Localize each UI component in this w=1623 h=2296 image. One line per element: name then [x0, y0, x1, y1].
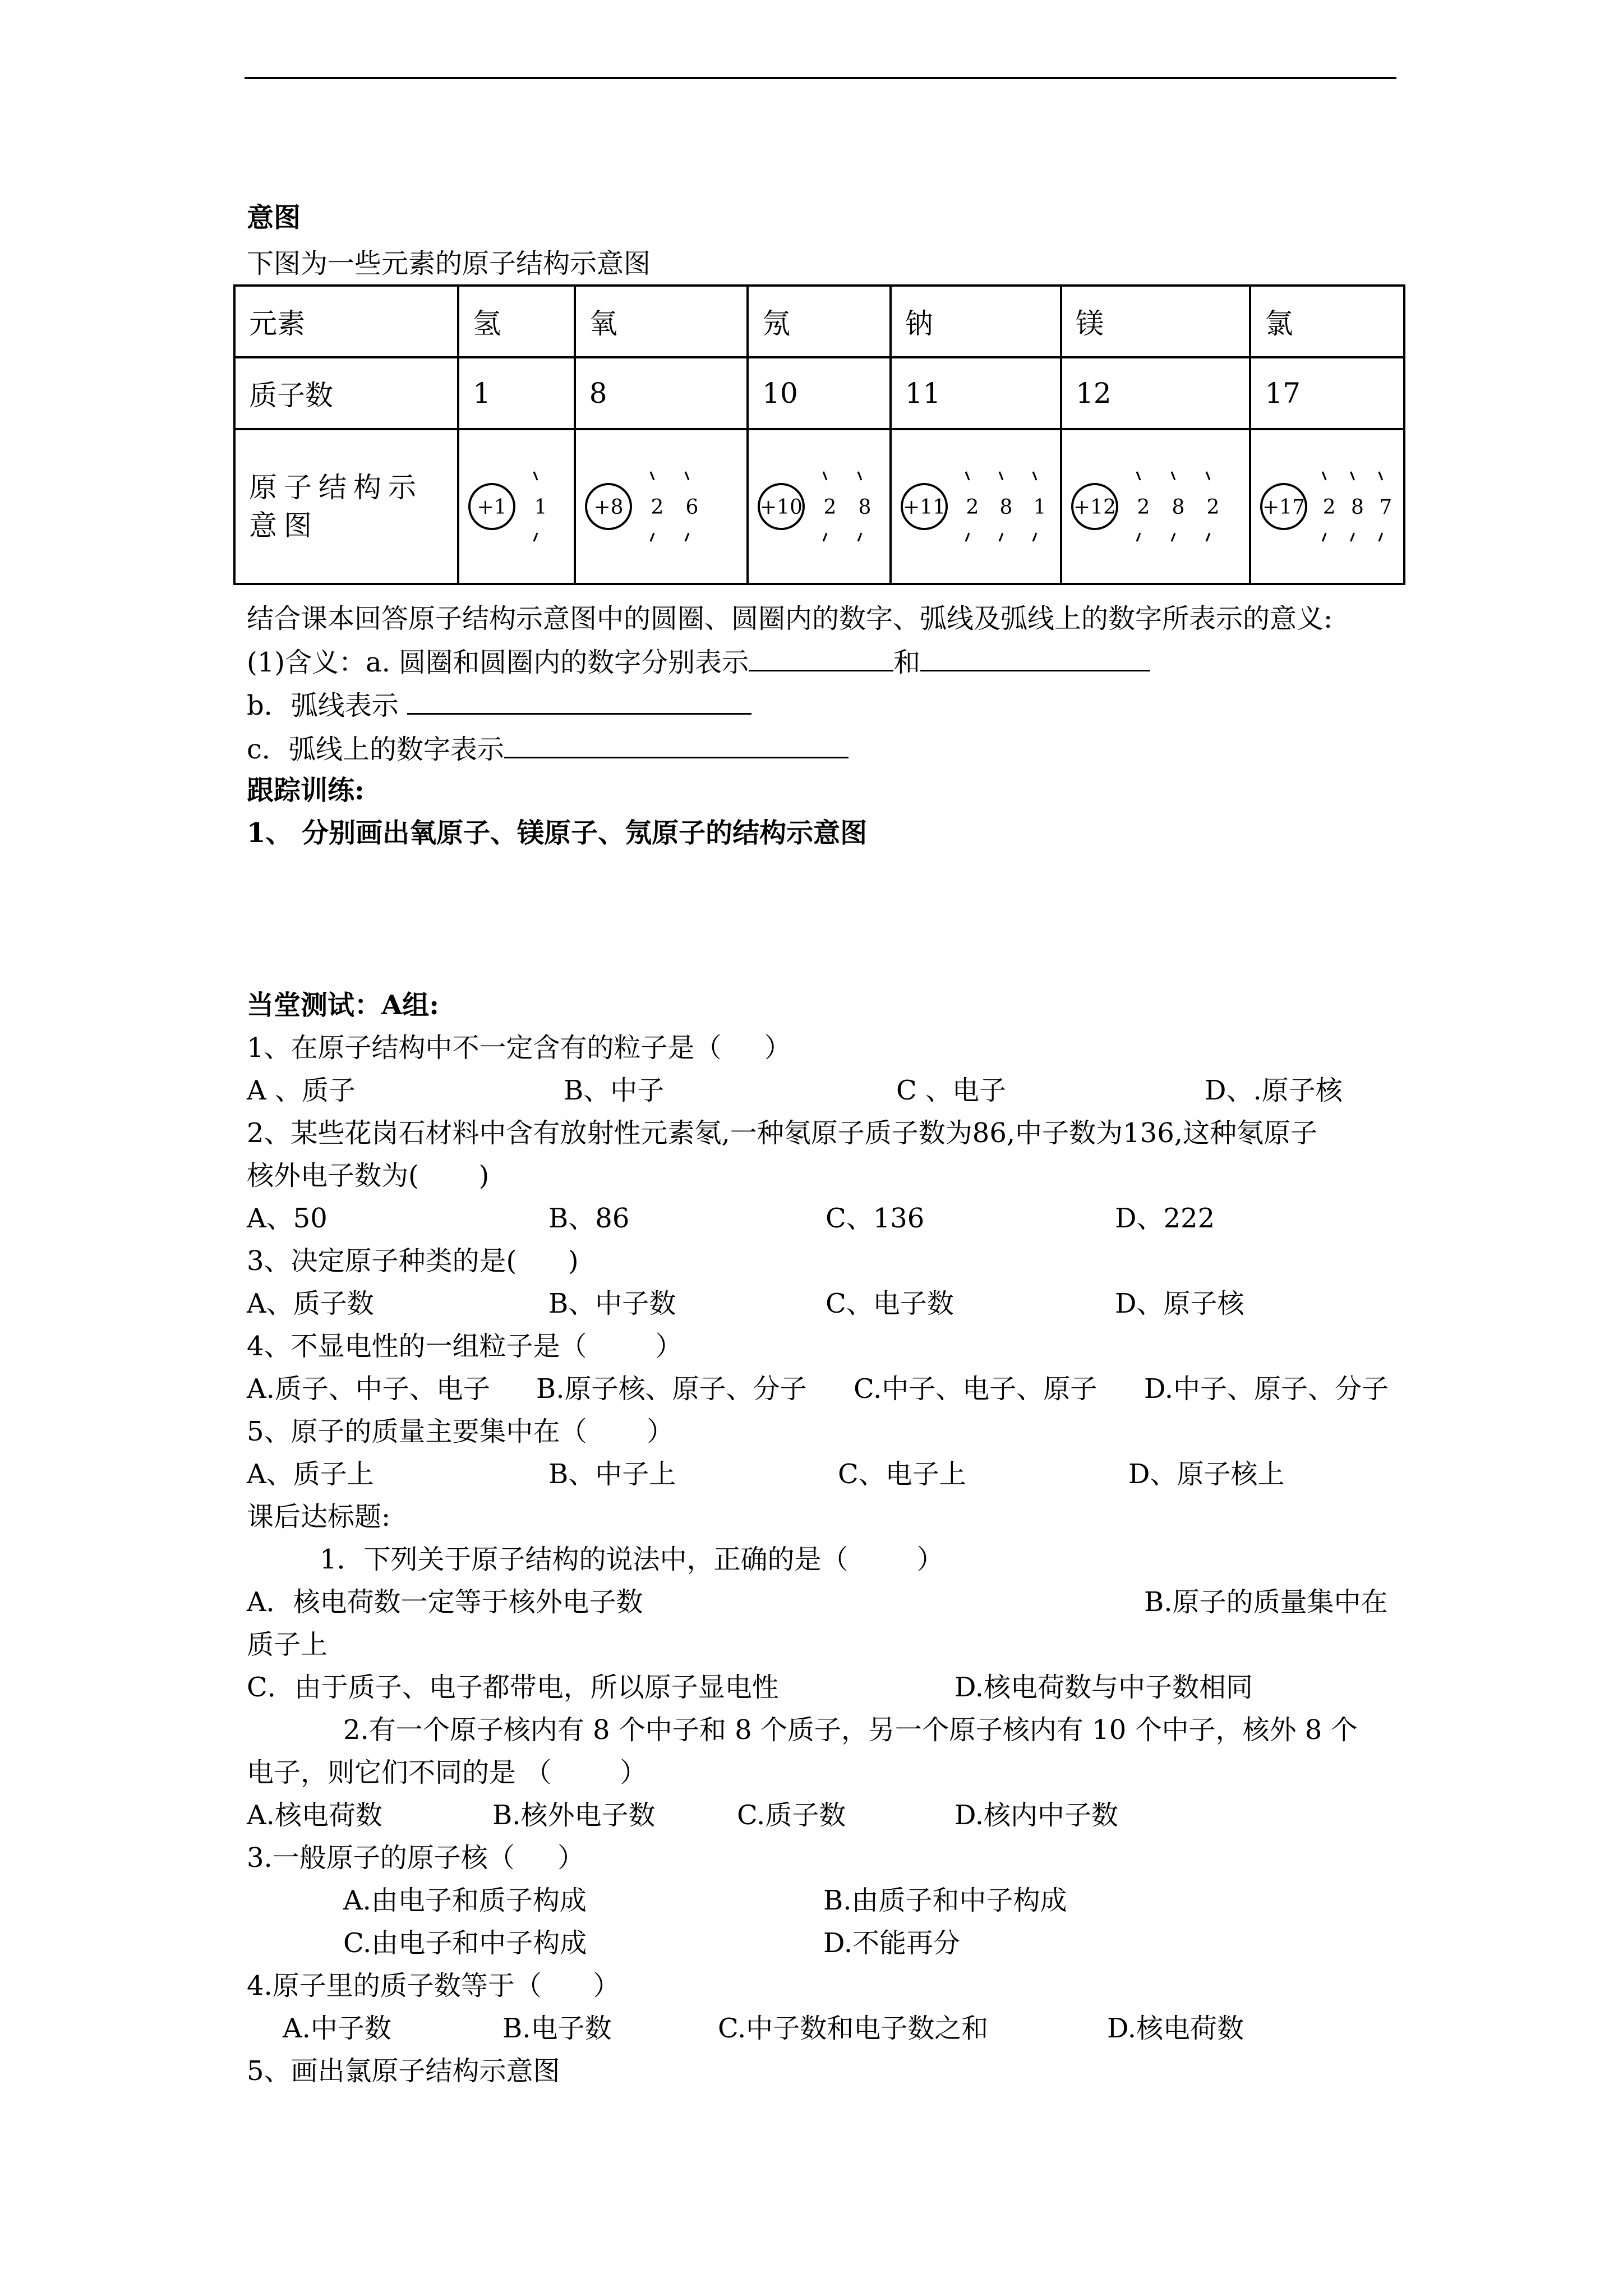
option: A.核电荷数 — [247, 1800, 382, 1831]
atom-diagram — [752, 450, 886, 563]
hw-q2-cont: 电子，则它们不同的是 （ ） — [247, 1757, 647, 1788]
option: D.核电荷数与中子数相同 — [955, 1672, 1253, 1703]
option: C、电子上 — [838, 1458, 966, 1490]
row-header-protons: 质子数 — [234, 357, 458, 429]
element-name: 氖 — [748, 286, 891, 357]
option: A.质子、中子、电子 — [247, 1373, 490, 1405]
option: C.质子数 — [737, 1800, 846, 1831]
table-row-element — [234, 286, 1404, 357]
hw-q4: 4.原子里的质子数等于（ ） — [247, 1970, 620, 2001]
atom-diagram — [463, 450, 570, 563]
option: B、中子数 — [548, 1288, 676, 1319]
option: C.中子、电子、原子 — [854, 1373, 1098, 1405]
option: B.电子数 — [502, 2013, 612, 2044]
option: D、原子核 — [1115, 1288, 1244, 1319]
option: C．由于质子、电子都带电，所以原子显电性 — [247, 1672, 779, 1703]
element-name: 镁 — [1061, 286, 1250, 357]
option: C 、电子 — [896, 1075, 1006, 1106]
shell-electron-count: 1 — [534, 496, 547, 519]
proton-count: 17 — [1250, 357, 1404, 429]
shell-electron-count: 2 — [966, 496, 979, 519]
nucleus-charge: +10 — [760, 496, 803, 519]
element-name: 氧 — [575, 286, 748, 357]
shell-electron-count: 2 — [823, 496, 837, 519]
option: D.核电荷数 — [1107, 2013, 1244, 2044]
atom-diagram — [1255, 450, 1400, 563]
option: C.由电子和中子构成 — [343, 1927, 587, 1959]
shell-electron-count: 6 — [685, 496, 699, 519]
intro-text: 下图为一些元素的原子结构示意图 — [247, 248, 651, 279]
nucleus-charge: +12 — [1073, 496, 1117, 519]
shell-electron-count: 7 — [1379, 496, 1393, 519]
test-q3: 3、决定原子种类的是( ) — [247, 1245, 579, 1277]
atom-diagram — [1066, 450, 1246, 563]
option: A、质子上 — [247, 1458, 374, 1490]
shell-electron-count: 8 — [1351, 496, 1364, 519]
option: B、中子 — [564, 1075, 665, 1106]
shell-electron-count: 2 — [651, 496, 664, 519]
hw-q5: 5、画出氯原子结构示意图 — [247, 2055, 560, 2087]
shell-electron-count: 2 — [1137, 496, 1150, 519]
test-q5: 5、原子的质量主要集中在（ ） — [247, 1416, 674, 1447]
test-q1: 1、在原子结构中不一定含有的粒子是（ ） — [247, 1032, 791, 1064]
option: A、质子数 — [247, 1288, 374, 1319]
row-header-diagram: 原子结构示意图 — [234, 429, 458, 584]
nucleus-charge: +11 — [902, 496, 946, 519]
option: B.由质子和中子构成 — [823, 1885, 1067, 1916]
option: C、电子数 — [826, 1288, 954, 1319]
option: B.核外电子数 — [492, 1800, 656, 1831]
option: D.中子、原子、分子 — [1144, 1373, 1389, 1405]
option: A．核电荷数一定等于核外电子数 — [247, 1586, 643, 1618]
option-cont: 质子上 — [247, 1629, 328, 1660]
option: B.原子的质量集中在 — [1144, 1586, 1388, 1618]
element-name: 钠 — [891, 286, 1061, 357]
element-name: 氯 — [1250, 286, 1404, 357]
nucleus-charge: +1 — [477, 496, 507, 519]
answer-blank[interactable] — [749, 644, 893, 671]
proton-count: 10 — [748, 357, 891, 429]
option: B、86 — [548, 1203, 630, 1234]
option: B、中子上 — [548, 1458, 676, 1490]
shell-electron-count: 8 — [999, 496, 1013, 519]
tracking-question: 1、 分别画出氧原子、镁原子、氖原子的结构示意图 — [247, 817, 868, 849]
element-table — [233, 284, 1405, 585]
answer-blank[interactable] — [407, 687, 751, 715]
option: D、222 — [1115, 1203, 1215, 1234]
table-row-diagram — [234, 429, 1404, 584]
nucleus-charge: +8 — [593, 496, 624, 519]
shell-electron-count: 8 — [1172, 496, 1185, 519]
hw-q2: 2.有一个原子核内有 8 个中子和 8 个质子，另一个原子核内有 10 个中子，核外 8 个 — [343, 1714, 1358, 1746]
atom-diagram — [895, 450, 1057, 563]
hw-q3: 3.一般原子的原子核（ ） — [247, 1842, 585, 1874]
q1b-line — [247, 687, 751, 723]
q1b-label: b．弧线表示 — [247, 690, 407, 721]
option: D.不能再分 — [823, 1927, 961, 1959]
q1c-line — [247, 731, 849, 766]
header-rule — [245, 77, 1396, 79]
proton-count: 11 — [891, 357, 1061, 429]
table-row-protons — [234, 357, 1404, 429]
question-intro: 结合课本回答原子结构示意图中的圆圈、圆圈内的数字、弧线及弧线上的数字所表示的意义: — [247, 603, 1333, 634]
answer-blank[interactable] — [504, 731, 849, 758]
option: C.中子数和电子数之和 — [718, 2013, 989, 2044]
option: D.核内中子数 — [955, 1800, 1119, 1831]
homework-title: 课后达标题: — [247, 1501, 391, 1533]
proton-count: 8 — [575, 357, 748, 429]
proton-count: 1 — [458, 357, 575, 429]
option: A.由电子和质子构成 — [343, 1885, 587, 1916]
proton-count: 12 — [1061, 357, 1250, 429]
tracking-title: 跟踪训练: — [247, 775, 365, 806]
nucleus-charge: +17 — [1262, 496, 1306, 519]
element-name: 氢 — [458, 286, 575, 357]
option: D、.原子核 — [1205, 1075, 1343, 1106]
q1a-line — [247, 644, 1150, 679]
option: B.原子核、原子、分子 — [536, 1373, 807, 1405]
answer-blank[interactable] — [920, 644, 1150, 671]
shell-electron-count: 2 — [1206, 496, 1220, 519]
test-q2-cont: 核外电子数为( ) — [247, 1160, 490, 1191]
page-heading: 意图 — [247, 202, 301, 233]
q1c-label: c．弧线上的数字表示 — [247, 734, 504, 765]
atom-diagram — [579, 450, 743, 563]
option: A.中子数 — [283, 2013, 391, 2044]
test-q4: 4、不显电性的一组粒子是（ ） — [247, 1331, 683, 1362]
row-header-element: 元素 — [234, 286, 458, 357]
shell-electron-count: 1 — [1033, 496, 1046, 519]
option: C、136 — [826, 1203, 925, 1234]
test-title: 当堂测试：A组: — [247, 990, 439, 1021]
q1a-prefix: (1)含义：a. 圆圈和圆圈内的数字分别表示 — [247, 647, 749, 678]
q1a-and: 和 — [893, 647, 921, 678]
test-q2: 2、某些花岗石材料中含有放射性元素氡,一种氡原子质子数为86,中子数为136,这种氡原子 — [247, 1117, 1318, 1149]
option: D、原子核上 — [1128, 1458, 1285, 1490]
hw-q1: 1．下列关于原子结构的说法中，正确的是（ ） — [320, 1544, 944, 1575]
option: A 、质子 — [247, 1075, 356, 1106]
shell-electron-count: 8 — [858, 496, 872, 519]
option: A、50 — [247, 1203, 328, 1234]
shell-electron-count: 2 — [1323, 496, 1336, 519]
